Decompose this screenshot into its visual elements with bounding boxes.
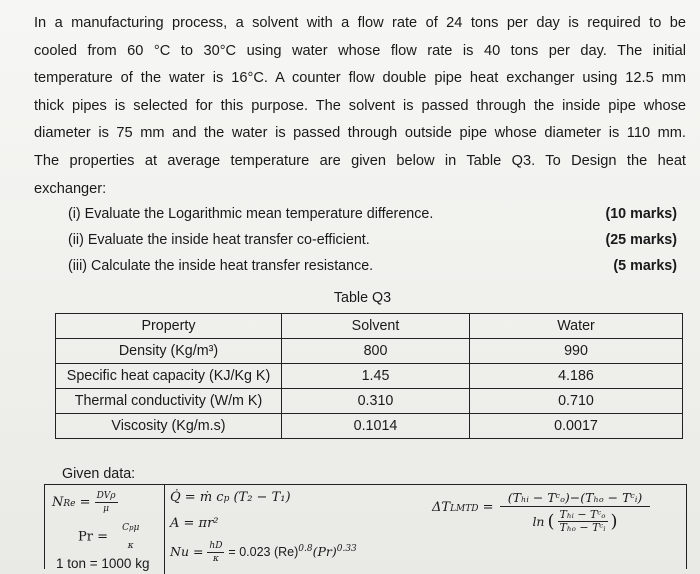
table-row bbox=[56, 414, 683, 439]
table-cell: 0.710 bbox=[470, 389, 683, 414]
table-row bbox=[56, 339, 683, 364]
header-cell: Water bbox=[470, 314, 683, 339]
header-cell: Solvent bbox=[282, 314, 470, 339]
table-cell: 4.186 bbox=[470, 364, 683, 389]
table-cell: Density (Kg/m³) bbox=[56, 339, 282, 364]
ton-conversion: 1 ton = 1000 kg bbox=[56, 556, 150, 571]
problem-line: In a manufacturing process, a solvent with a flow rate of 24 tons per day is required to be bbox=[34, 15, 686, 31]
prandtl-formula: Pr = Cpμ κ bbox=[78, 523, 140, 551]
problem-line: exchanger: bbox=[34, 180, 107, 197]
marks-iii: (5 marks) bbox=[613, 258, 677, 274]
table-cell: 800 bbox=[282, 339, 470, 364]
lmtd-ratio-numerator: Tₕᵢ − Tᶜₒ bbox=[559, 508, 606, 521]
problem-line: cooled from 60 °C to 30°C using water whose flow rate is 40 tons per day. The initial bbox=[34, 42, 686, 59]
table-cell: 0.0017 bbox=[470, 414, 683, 439]
nusselt-formula: Nu = $\frac{hD}{\kappa}$ = 0.023 $(Re)^{0.8}(Pr)^{0.33}$ bbox=[170, 541, 357, 564]
question-i: (i) Evaluate the Logarithmic mean temperature difference. bbox=[68, 206, 434, 222]
table-row bbox=[56, 389, 683, 414]
table-caption: Table Q3 bbox=[333, 290, 392, 306]
problem-line: temperature of the water is 16°C. A counter flow double pipe heat exchanger using 12.5 mm bbox=[34, 70, 686, 87]
lmtd-ratio-denominator: Tₕₒ − Tᶜᵢ bbox=[559, 521, 606, 534]
area-formula: A = πr² bbox=[170, 516, 219, 531]
header-cell: Property bbox=[56, 314, 282, 339]
marks-ii: (25 marks) bbox=[605, 232, 677, 248]
heat-duty-formula: Q̇ = ṁ cp (T₂ − T₁) bbox=[170, 490, 291, 505]
lmtd-ln: ln bbox=[532, 514, 545, 529]
formula-divider bbox=[164, 484, 165, 574]
properties-table bbox=[55, 313, 683, 439]
table-cell: Thermal conductivity (W/m K) bbox=[56, 389, 282, 414]
problem-line: thick pipes is selected for this purpose. The solvent is passed through the inside pipe whose bbox=[34, 97, 686, 114]
reynolds-formula: NRe = $\frac{\text{DVρ}}{\mu}$ bbox=[52, 491, 116, 514]
lmtd-numerator: (Tₕᵢ − Tᶜₒ)−(Tₕₒ − Tᶜᵢ) bbox=[500, 490, 650, 507]
problem-line: The properties at average temperature are given below in Table Q3. To Design the heat bbox=[34, 152, 686, 169]
question-iii: (iii) Calculate the inside heat transfer resistance. bbox=[68, 258, 374, 274]
marks-i: (10 marks) bbox=[605, 206, 677, 222]
problem-statement bbox=[34, 10, 686, 203]
given-data-label: Given data: bbox=[62, 466, 136, 482]
table-cell: Viscosity (Kg/m.s) bbox=[56, 414, 282, 439]
table-header-row bbox=[56, 314, 683, 339]
table-cell: 0.1014 bbox=[282, 414, 470, 439]
table-cell: 0.310 bbox=[282, 389, 470, 414]
problem-line: diameter is 75 mm and the water is passed through outside pipe whose diameter is 110 mm. bbox=[34, 125, 686, 142]
lmtd-formula-lhs: ΔTLMTD = bbox=[432, 500, 494, 515]
table-cell: Specific heat capacity (KJ/Kg K) bbox=[56, 364, 282, 389]
table-cell: 1.45 bbox=[282, 364, 470, 389]
question-ii: (ii) Evaluate the inside heat transfer co-efficient. bbox=[68, 232, 370, 248]
lmtd-fraction: (Tₕᵢ − Tᶜₒ)−(Tₕₒ − Tᶜᵢ) ln ( $\frac{\text{Tₕᵢ − Tᶜₒ}}{\text{Tₕₒ − Tᶜᵢ}}$ ) bbox=[500, 490, 650, 534]
table-cell: 990 bbox=[470, 339, 683, 364]
table-row bbox=[56, 364, 683, 389]
